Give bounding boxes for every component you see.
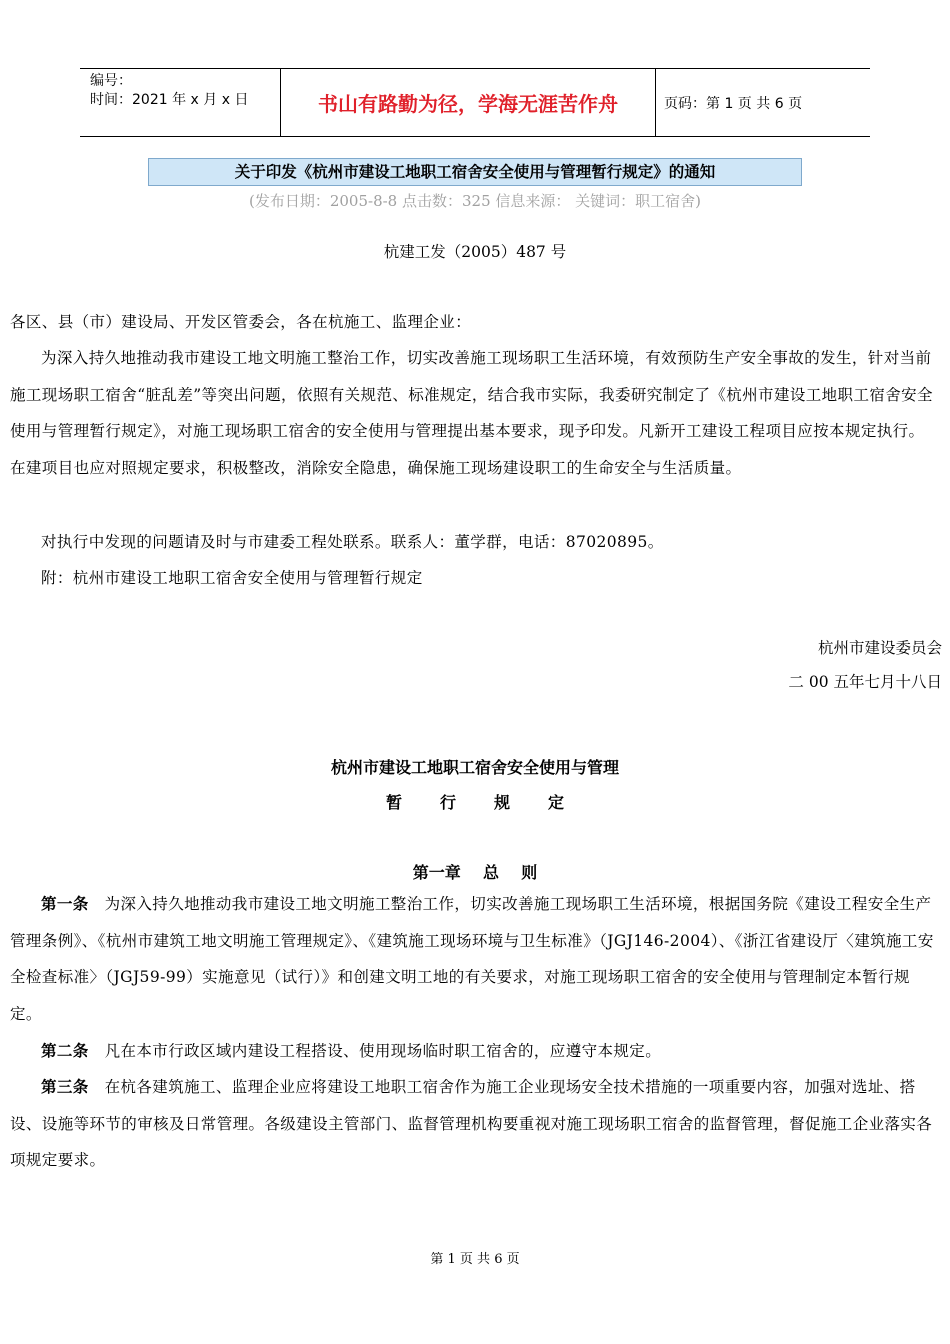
salutation: 各区、县（市）建设局、开发区管委会，各在杭施工、监理企业： xyxy=(10,313,472,331)
article-2 xyxy=(10,1033,940,1070)
page-info: 页码：第 1 页 共 6 页 xyxy=(664,95,803,112)
attachment-line: 附：杭州市建设工地职工宿舍安全使用与管理暂行规定 xyxy=(41,569,423,587)
notice-body-1: 为深入持久地推动我市建设工地文明施工整治工作，切实改善施工现场职工生活环境，有效预防生产安全事故的发生，针对当前施工现场职工宿舍“脏乱差”等突出问题，依照有关规范、标准规定，结合我市实际，我委研究制定了《杭州市建设工地职工宿舍安全使用与管理暂行规定》，对施工现场职工宿舍的安全使用与管理提出基本要求，现予印发。凡新开工建设工程项目应按本规定执行。在建项目也应对照规定要求，积极整改，消除安全隐患，确保施工现场建设职工的生命安全与生活质量。 xyxy=(10,349,933,477)
header-table xyxy=(80,68,870,137)
issuer: 杭州市建设委员会 xyxy=(817,639,942,657)
article-text: 为深入持久地推动我市建设工地文明施工整治工作，切实改善施工现场职工生活环境，根据国务院《建设工程安全生产管理条例》、《杭州市建筑工地文明施工管理规定》、《建筑施工现场环境与卫生标准》（JGJ146-2004）、《浙江省建设厅〈建筑施工安全检查标准〉（JGJ59-99）实施意见（试行）》和创建文明工地的有关要求，对施工现场职工宿舍的安全使用与管理制定本暂行规定。 xyxy=(10,895,934,1023)
chapter-heading: 第一章 总 则 xyxy=(412,863,538,882)
article-3 xyxy=(10,1069,940,1179)
time-label: 时间：2021 年 x 月 x 日 xyxy=(90,92,249,108)
header-meta-cell xyxy=(80,69,280,136)
regulation-title-2: 暂行规定 xyxy=(385,793,602,812)
motto: 书山有路勤为径，学海无涯苦作舟 xyxy=(280,69,656,136)
doc-number: 杭建工发（2005）487 号 xyxy=(383,243,567,261)
article-label: 第一条 xyxy=(41,895,89,913)
notice-meta: (发布日期：2005-8-8 点击数：325 信息来源： 关键词：职工宿舍) xyxy=(248,192,702,210)
page-footer: 第 1 页 共 6 页 xyxy=(430,1252,520,1267)
issue-date: 二 00 五年七月十八日 xyxy=(788,673,942,691)
regulation-title-1: 杭州市建设工地职工宿舍安全使用与管理 xyxy=(330,758,619,777)
article-text: 在杭各建筑施工、监理企业应将建设工地职工宿舍作为施工企业现场安全技术措施的一项重要内容，加强对选址、搭设、设施等环节的审核及日常管理。各级建设主管部门、监督管理机构要重视对施工现场职工宿舍的监督管理，督促施工企业落实各项规定要求。 xyxy=(10,1078,933,1170)
article-label: 第三条 xyxy=(41,1078,89,1096)
notice-title: 关于印发《杭州市建设工地职工宿舍安全使用与管理暂行规定》的通知 xyxy=(148,158,802,186)
number-label: 编号： xyxy=(90,73,132,89)
article-text: 凡在本市行政区域内建设工程搭设、使用现场临时职工宿舍的，应遵守本规定。 xyxy=(104,1042,662,1060)
article-1 xyxy=(10,886,940,1032)
article-label: 第二条 xyxy=(41,1042,89,1060)
notice-body-2: 对执行中发现的问题请及时与市建委工程处联系。联系人：董学群，电话：87020895。 xyxy=(41,533,664,551)
